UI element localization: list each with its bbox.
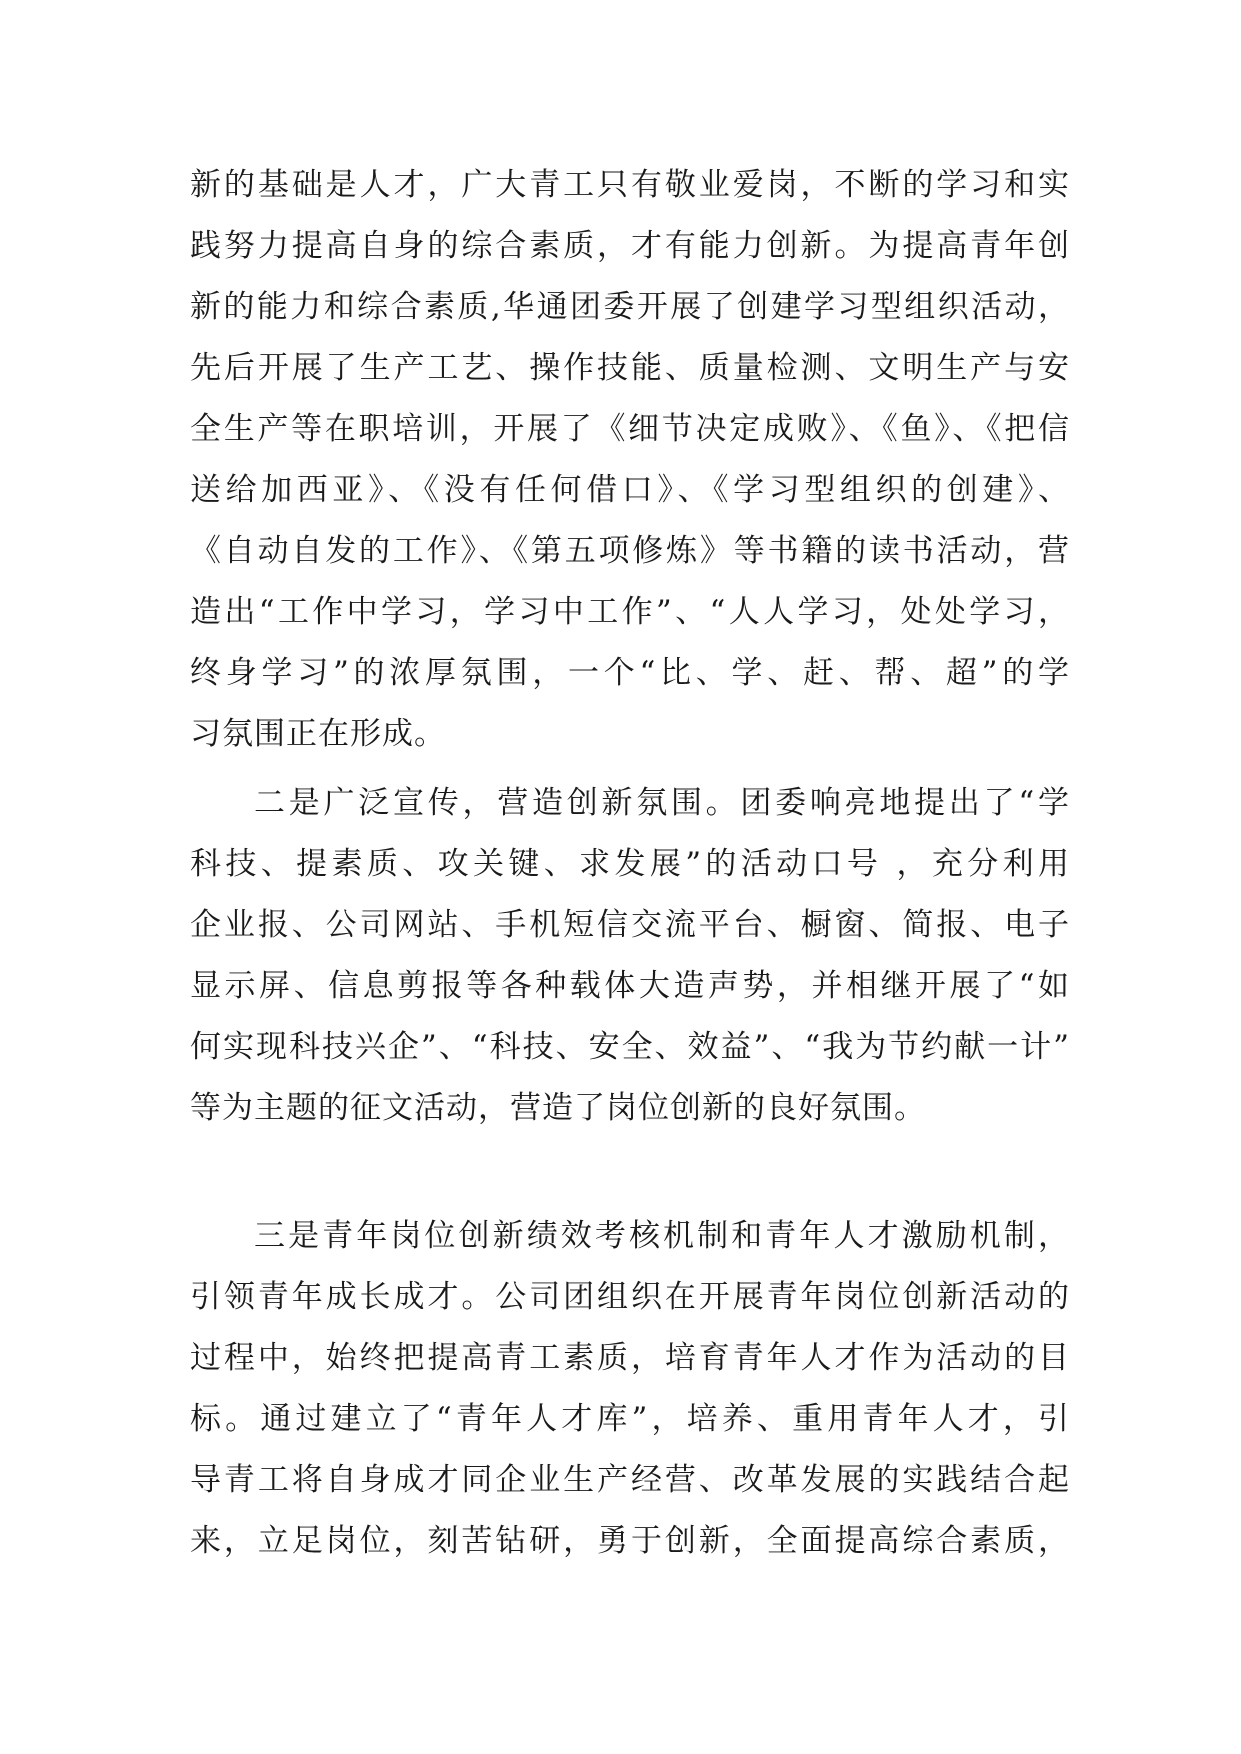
text-line: 新的基础是人才，广大青工只有敬业爱岗，不断的学习和实 [190, 167, 1070, 203]
text-line: 践努力提高自身的综合素质，才有能力创新。为提高青年创 [190, 228, 1070, 264]
text-line: 来，立足岗位，刻苦钻研，勇于创新，全面提高综合素质， [190, 1523, 1070, 1559]
text-line: 三是青年岗位创新绩效考核机制和青年人才激励机制， [254, 1218, 1070, 1254]
text-line: 终身学习”的浓厚氛围，一个“比、学、赶、帮、超”的学 [190, 655, 1070, 691]
text-line: 过程中，始终把提高青工素质，培育青年人才作为活动的目 [190, 1340, 1070, 1376]
text-line: 新的能力和综合素质,华通团委开展了创建学习型组织活动， [190, 289, 1070, 325]
paragraph-learning-organization [190, 155, 1070, 765]
text-line: 何实现科技兴企”、“科技、安全、效益”、“我为节约献一计” [190, 1029, 1070, 1065]
text-line: 先后开展了生产工艺、操作技能、质量检测、文明生产与安 [190, 350, 1070, 386]
text-line: 二是广泛宣传，营造创新氛围。团委响亮地提出了“学 [254, 785, 1070, 821]
text-line: 导青工将自身成才同企业生产经营、改革发展的实践结合起 [190, 1462, 1070, 1498]
text-line: 《自动自发的工作》、《第五项修炼》等书籍的读书活动，营 [190, 533, 1070, 569]
text-line: 全生产等在职培训，开展了《细节决定成败》、《鱼》、《把信 [190, 411, 1070, 447]
text-line: 企业报、公司网站、手机短信交流平台、橱窗、简报、电子 [190, 907, 1070, 943]
text-line: 习氛围正在形成。 [190, 716, 446, 752]
text-line: 科技、提素质、攻关键、求发展”的活动口号 ，充分利用 [190, 846, 1070, 882]
text-line: 送给加西亚》、《没有任何借口》、《学习型组织的创建》、 [190, 472, 1070, 508]
text-line: 显示屏、信息剪报等各种载体大造声势，并相继开展了“如 [190, 968, 1070, 1004]
text-line: 标。通过建立了“青年人才库”，培养、重用青年人才，引 [190, 1401, 1070, 1437]
text-line: 等为主题的征文活动，营造了岗位创新的良好氛围。 [190, 1090, 926, 1126]
text-line: 造出“工作中学习，学习中工作”、“人人学习，处处学习， [190, 594, 1070, 630]
text-line: 引领青年成长成才。公司团组织在开展青年岗位创新活动的 [190, 1279, 1070, 1315]
paragraph-talent-incentive [190, 1206, 1070, 1572]
paragraph-publicity [190, 773, 1070, 1139]
